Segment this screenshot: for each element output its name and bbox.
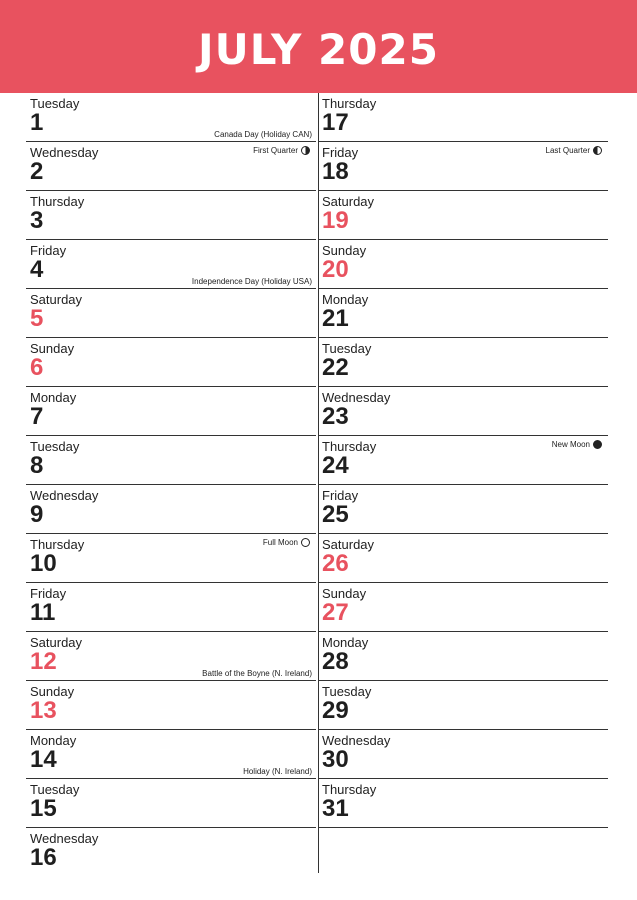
day-cell — [26, 191, 316, 240]
month-header — [0, 0, 637, 93]
day-of-week: Thursday — [30, 537, 85, 552]
day-cell — [26, 828, 316, 876]
day-cell — [318, 142, 608, 191]
full-moon-icon — [301, 538, 310, 547]
day-of-week: Friday — [30, 586, 67, 601]
day-of-week: Tuesday — [322, 341, 372, 356]
day-cell — [26, 779, 316, 828]
day-of-week: Thursday — [322, 439, 377, 454]
day-number: 9 — [30, 501, 44, 528]
day-number: 11 — [30, 599, 56, 626]
day-cell — [26, 142, 316, 191]
day-of-week: Wednesday — [322, 390, 391, 405]
day-of-week: Friday — [322, 145, 359, 160]
day-number: 30 — [322, 746, 349, 773]
day-of-week: Saturday — [30, 292, 83, 307]
day-cell — [26, 681, 316, 730]
day-of-week: Monday — [322, 292, 369, 307]
moon-phase-note — [253, 146, 310, 155]
last-moon-icon — [593, 146, 602, 155]
day-cell — [26, 485, 316, 534]
day-of-week: Wednesday — [30, 488, 99, 503]
day-cell — [26, 730, 316, 779]
day-number: 27 — [322, 599, 349, 626]
day-cell — [26, 387, 316, 436]
day-of-week: Sunday — [322, 243, 367, 258]
day-cell — [26, 534, 316, 583]
day-of-week: Thursday — [30, 194, 85, 209]
day-cell — [318, 534, 608, 583]
day-number: 7 — [30, 403, 44, 430]
day-cell — [26, 289, 316, 338]
day-number: 31 — [322, 795, 349, 822]
day-of-week: Saturday — [322, 537, 375, 552]
day-of-week: Wednesday — [30, 831, 99, 846]
day-number: 4 — [30, 256, 44, 283]
day-number: 28 — [322, 648, 349, 675]
day-number: 22 — [322, 354, 349, 381]
day-number: 12 — [30, 648, 57, 675]
day-of-week: Sunday — [322, 586, 367, 601]
day-number: 15 — [30, 795, 57, 822]
day-of-week: Tuesday — [30, 782, 80, 797]
holiday-note: Independence Day (Holiday USA) — [191, 277, 312, 286]
day-of-week: Friday — [322, 488, 359, 503]
moon-phase-note — [263, 538, 310, 547]
day-cell — [318, 338, 608, 387]
day-number: 10 — [30, 550, 57, 577]
new-moon-icon — [593, 440, 602, 449]
day-cell — [26, 583, 316, 632]
day-of-week: Sunday — [30, 341, 75, 356]
day-number: 16 — [30, 844, 57, 871]
day-of-week: Monday — [30, 733, 77, 748]
day-cell — [318, 583, 608, 632]
day-cell — [318, 436, 608, 485]
day-number: 19 — [322, 207, 349, 234]
day-cell — [26, 436, 316, 485]
day-number: 25 — [322, 501, 349, 528]
day-number: 20 — [322, 256, 349, 283]
day-cell — [318, 681, 608, 730]
day-of-week: Sunday — [30, 684, 75, 699]
moon-phase-note — [546, 146, 602, 155]
month-title: JULY 2025 — [198, 25, 439, 74]
day-cell — [318, 387, 608, 436]
first-moon-icon — [301, 146, 310, 155]
day-cell — [318, 240, 608, 289]
day-number: 2 — [30, 158, 44, 185]
moon-phase-note — [552, 440, 602, 449]
day-cell — [318, 485, 608, 534]
day-cell — [318, 730, 608, 779]
day-number: 29 — [322, 697, 349, 724]
day-of-week: Tuesday — [30, 96, 80, 111]
day-cell — [26, 632, 316, 681]
day-number: 14 — [30, 746, 57, 773]
day-of-week: Thursday — [322, 96, 377, 111]
day-cell — [318, 289, 608, 338]
day-of-week: Monday — [322, 635, 369, 650]
day-cell — [26, 240, 316, 289]
day-cell — [318, 779, 608, 828]
day-number: 8 — [30, 452, 44, 479]
moon-phase-label: First Quarter — [253, 146, 298, 155]
day-number: 3 — [30, 207, 44, 234]
holiday-note: Holiday (N. Ireland) — [243, 767, 312, 776]
day-cell — [318, 632, 608, 681]
holiday-note: Canada Day (Holiday CAN) — [214, 130, 312, 139]
day-of-week: Thursday — [322, 782, 377, 797]
moon-phase-label: Last Quarter — [545, 146, 590, 155]
day-number: 26 — [322, 550, 349, 577]
day-number: 1 — [30, 109, 44, 136]
day-cell — [26, 93, 316, 142]
day-number: 23 — [322, 403, 349, 430]
day-cell — [26, 338, 316, 387]
day-of-week: Tuesday — [30, 439, 80, 454]
day-number: 21 — [322, 305, 349, 332]
day-cell — [318, 191, 608, 240]
day-of-week: Saturday — [322, 194, 375, 209]
day-of-week: Friday — [30, 243, 67, 258]
day-number: 6 — [30, 354, 44, 381]
moon-phase-label: New Moon — [551, 440, 590, 449]
day-of-week: Tuesday — [322, 684, 372, 699]
day-of-week: Saturday — [30, 635, 83, 650]
right-column — [318, 93, 608, 828]
left-column — [26, 93, 316, 876]
day-number: 24 — [322, 452, 349, 479]
day-number: 5 — [30, 305, 44, 332]
day-of-week: Wednesday — [322, 733, 391, 748]
day-number: 13 — [30, 697, 57, 724]
holiday-note: Battle of the Boyne (N. Ireland) — [202, 669, 312, 678]
day-cell — [318, 93, 608, 142]
day-number: 18 — [322, 158, 349, 185]
day-number: 17 — [322, 109, 349, 136]
day-of-week: Wednesday — [30, 145, 99, 160]
day-of-week: Monday — [30, 390, 77, 405]
moon-phase-label: Full Moon — [262, 538, 298, 547]
